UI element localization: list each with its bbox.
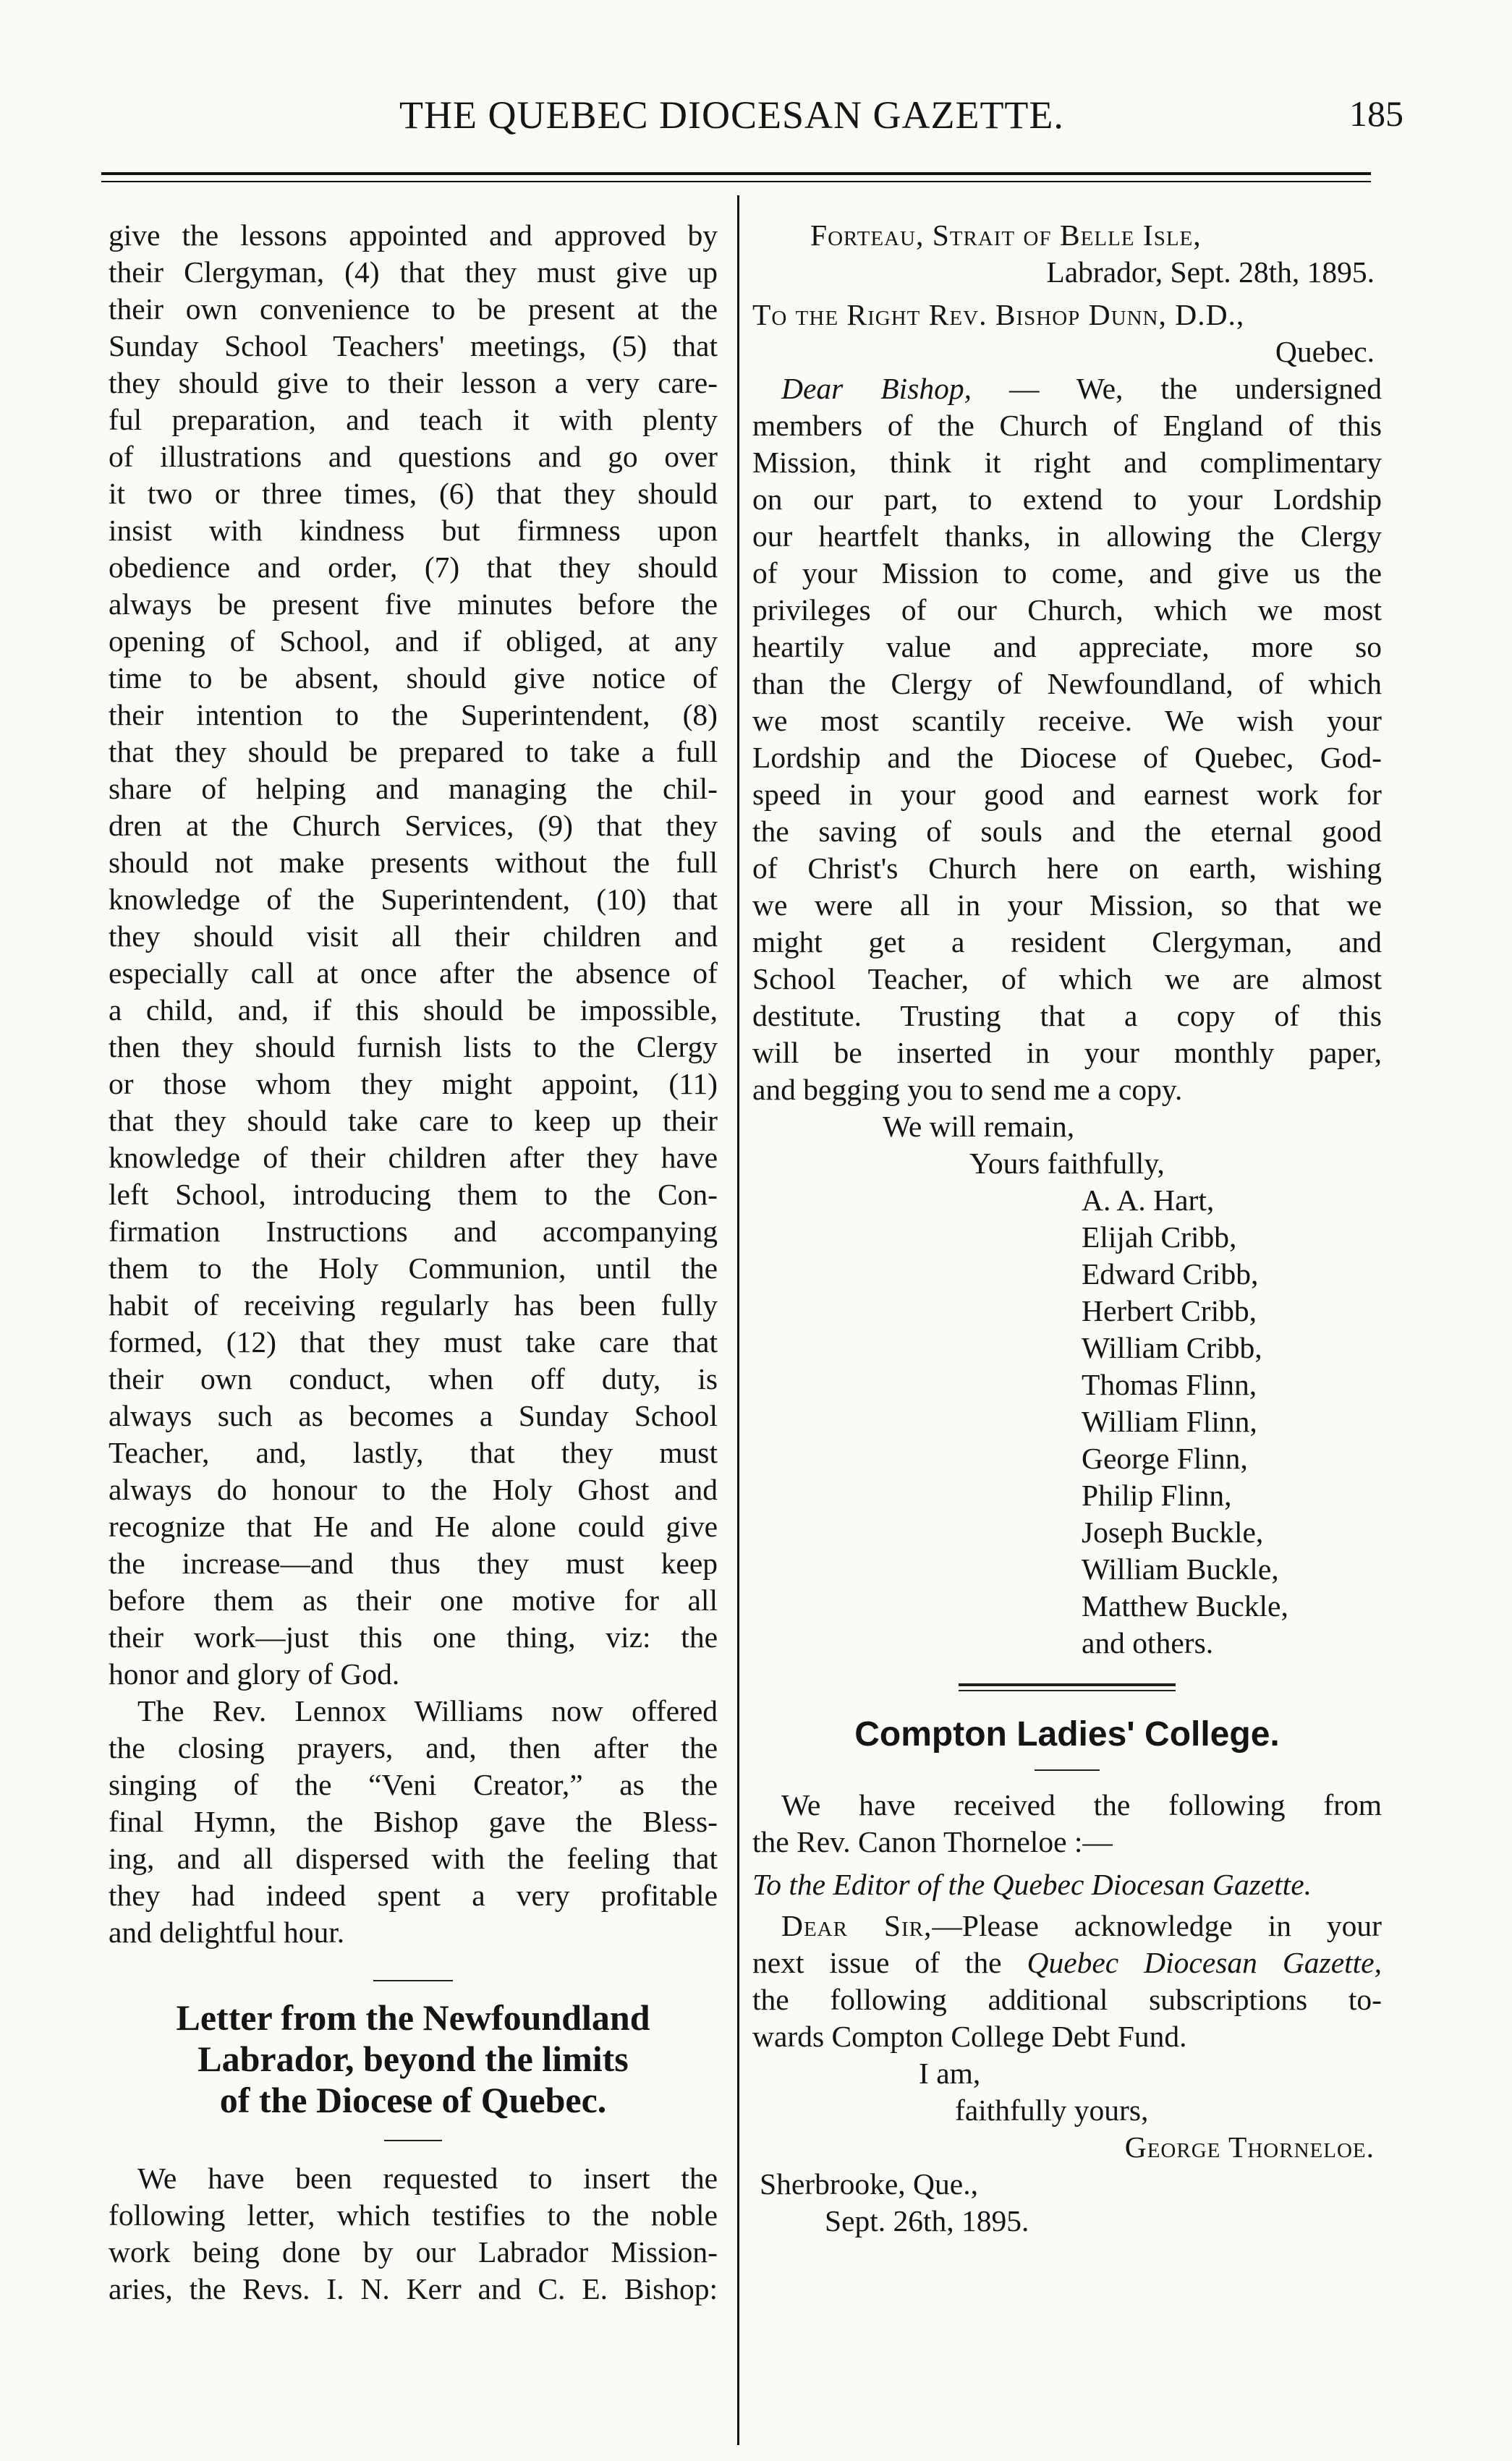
text-line: their work—just this one thing, viz: the <box>109 1620 718 1654</box>
letter-place: Forteau, Strait of Belle Isle, <box>810 218 1202 252</box>
text-line: Teacher, and, lastly, that they must <box>109 1436 718 1469</box>
text-line: privileges of our Church, which we most <box>752 593 1382 626</box>
text-line: of your Mission to come, and give us the <box>752 556 1382 590</box>
text-line: the saving of souls and the eternal good <box>752 815 1382 848</box>
signatory: A. A. Hart, <box>1082 1183 1215 1217</box>
text-line: that they should take care to keep up their <box>109 1104 718 1137</box>
sign-date: Sept. 26th, 1895. <box>825 2204 1029 2237</box>
signatory: William Flinn, <box>1082 1405 1257 1438</box>
paragraph-last-line: the Rev. Canon Thorneloe :— <box>752 1825 1113 1858</box>
heading-divider <box>1035 1769 1100 1771</box>
signatory: William Cribb, <box>1082 1331 1262 1364</box>
letter-heading-line: Letter from the Newfoundland <box>176 1997 650 2038</box>
text-line: might get a resident Clergyman, and <box>752 925 1382 959</box>
text-line: opening of School, and if obliged, at any <box>109 624 718 658</box>
text-line: they should visit all their children and <box>109 919 718 953</box>
text-line: School Teacher, of which we are almost <box>752 962 1382 995</box>
signatory: Thomas Flinn, <box>1082 1368 1257 1401</box>
text-line: recognize that He and He alone could give <box>109 1510 718 1543</box>
signatory: Matthew Buckle, <box>1082 1589 1288 1623</box>
teachers-duties-paragraph <box>109 217 718 1656</box>
text-line: We have been requested to insert the <box>137 2162 718 2195</box>
heading-divider <box>384 2140 442 2141</box>
text-line <box>752 1908 1382 1944</box>
text-line: knowledge of the Superintendent, (10) that <box>109 883 718 916</box>
text-line: obedience and order, (7) that they should <box>109 551 718 584</box>
salutation-continuation: — We, the undersigned <box>971 372 1382 405</box>
text-line: The Rev. Lennox Williams now offered <box>137 1694 718 1727</box>
signatory: and others. <box>1082 1626 1214 1659</box>
text-line: or those whom they might appoint, (11) <box>109 1067 718 1100</box>
text-line: on our part, to extend to your Lordship <box>752 483 1382 516</box>
text-line: always be present five minutes before the <box>109 587 718 621</box>
compton-heading: Compton Ladies' College. <box>854 1715 1280 1754</box>
text-line: of Christ's Church here on earth, wishing <box>752 851 1382 885</box>
text-line: give the lessons appointed and approved by <box>109 218 718 252</box>
text-line: of illustrations and questions and go over <box>109 440 718 473</box>
text-line: they should give to their lesson a very care- <box>109 366 718 399</box>
signatory: Edward Cribb, <box>1082 1257 1259 1291</box>
closing-line: I am, <box>919 2057 981 2090</box>
text-line: singing of the “Veni Creator,” as the <box>109 1768 718 1801</box>
text-line: heartily value and appreciate, more so <box>752 630 1382 663</box>
text-line: always do honour to the Holy Ghost and <box>109 1473 718 1506</box>
dear-sir-rest: —Please acknowledge in your <box>932 1909 1382 1942</box>
text-line: than the Clergy of Newfoundland, of which <box>752 667 1382 700</box>
labrador-letter-body <box>752 370 1382 1071</box>
signer-name: George Thorneloe. <box>1124 2130 1375 2164</box>
text-line: them to the Holy Communion, until the <box>109 1251 718 1285</box>
gazette-name: Quebec Diocesan Gazette, <box>1027 1946 1382 1979</box>
text-line: insist with kindness but firmness upon <box>109 514 718 547</box>
section-divider <box>752 1683 1382 1691</box>
text-line: before them as their one motive for all <box>109 1584 718 1617</box>
letter-place-date: Labrador, Sept. 28th, 1895. <box>1046 255 1375 289</box>
text-line: our heartfelt thanks, in allowing the Clergy <box>752 519 1382 553</box>
text-line: Lordship and the Diocese of Quebec, God- <box>752 741 1382 774</box>
closing-line: We will remain, <box>883 1110 1075 1143</box>
closing-prayers-paragraph <box>109 1693 718 1914</box>
text-line: ful preparation, and teach it with plenty <box>109 403 718 436</box>
paragraph-last-line: wards Compton College Debt Fund. <box>752 2020 1187 2053</box>
text-line: aries, the Revs. I. N. Kerr and C. E. Bishop: <box>109 2272 718 2305</box>
text-line: left School, introducing them to the Con- <box>109 1178 718 1211</box>
text-line: following letter, which testifies to the noble <box>109 2198 718 2232</box>
letter-addressee: To the Right Rev. Bishop Dunn, D.D., <box>752 298 1245 331</box>
text-line: work being done by our Labrador Mission- <box>109 2235 718 2269</box>
letter-intro-paragraph <box>109 2160 718 2308</box>
letter-heading-line: of the Diocese of Quebec. <box>219 2080 607 2120</box>
closing-line: Yours faithfully, <box>969 1147 1165 1180</box>
text-line <box>752 370 1382 407</box>
page-header <box>101 93 1403 143</box>
text-line: formed, (12) that they must take care that <box>109 1325 718 1359</box>
text-line: we most scantily receive. We wish your <box>752 704 1382 737</box>
text-line: members of the Church of England of this <box>752 409 1382 442</box>
text-line: it two or three times, (6) that they should <box>109 477 718 510</box>
text-line: will be inserted in your monthly paper, <box>752 1036 1382 1069</box>
text-line: their own convenience to be present at the <box>109 292 718 326</box>
text-line: always such as becomes a Sunday School <box>109 1399 718 1432</box>
text-line: time to be absent, should give notice of <box>109 661 718 694</box>
text-line: a child, and, if this should be impossible, <box>109 993 718 1027</box>
section-divider <box>373 1980 453 1981</box>
text-line: their intention to the Superintendent, (8) <box>109 698 718 731</box>
text-line <box>752 1944 1382 1981</box>
text-line: firmation Instructions and accompanying <box>109 1215 718 1248</box>
sign-place: Sherbrooke, Que., <box>760 2167 978 2201</box>
text-line: the increase—and thus they must keep <box>109 1547 718 1580</box>
text-line: knowledge of their children after they have <box>109 1141 718 1174</box>
letter-heading-line: Labrador, beyond the limits <box>198 2039 629 2079</box>
paragraph-last-line: and begging you to send me a copy. <box>752 1073 1183 1106</box>
signatory: William Buckle, <box>1082 1552 1279 1586</box>
signatories-list <box>752 1182 1382 1662</box>
text-line: the following additional subscriptions to- <box>752 1983 1382 2016</box>
closing-line: faithfully yours, <box>955 2094 1149 2127</box>
letter-addressee-city: Quebec. <box>1275 335 1375 368</box>
letter-heading <box>109 1997 718 2121</box>
text-line: they had indeed spent a very profitable <box>109 1879 718 1912</box>
text-line: then they should furnish lists to the Clergy <box>109 1030 718 1063</box>
header-rule-thick <box>101 172 1371 175</box>
column-divider <box>737 195 739 2445</box>
text-line: ing, and all dispersed with the feeling that <box>109 1842 718 1875</box>
compton-to-editor: To the Editor of the Quebec Diocesan Gazette. <box>752 1868 1312 1901</box>
compton-letter-body <box>752 1908 1382 2018</box>
text-line: that they should be prepared to take a full <box>109 735 718 768</box>
gazette-pre: next issue of the <box>752 1946 1027 1979</box>
text-line: we were all in your Mission, so that we <box>752 888 1382 922</box>
left-column <box>109 217 718 2308</box>
text-line: especially call at once after the absence of <box>109 956 718 990</box>
running-title: THE QUEBEC DIOCESAN GAZETTE. <box>399 93 1064 137</box>
header-rule-thin <box>101 181 1371 182</box>
text-line: should not make presents without the full <box>109 846 718 879</box>
text-line: share of helping and managing the chil- <box>109 772 718 805</box>
compton-intro <box>752 1787 1382 1824</box>
text-line: dren at the Church Services, (9) that they <box>109 809 718 842</box>
signatory: Philip Flinn, <box>1082 1479 1232 1512</box>
text-line: speed in your good and earnest work for <box>752 778 1382 811</box>
text-line: We have received the following from <box>781 1788 1382 1822</box>
signatory: Elijah Cribb, <box>1082 1220 1237 1254</box>
salutation: Dear Bishop, <box>781 372 972 405</box>
right-column <box>752 217 1382 2240</box>
paragraph-last-line: and delightful hour. <box>109 1916 345 1949</box>
text-line: habit of receiving regularly has been fully <box>109 1288 718 1322</box>
text-line: their own conduct, when off duty, is <box>109 1362 718 1395</box>
divider-thick <box>959 1683 1176 1686</box>
signatory: George Flinn, <box>1082 1442 1248 1475</box>
divider-thin <box>959 1690 1176 1691</box>
text-line: final Hymn, the Bishop gave the Bless- <box>109 1805 718 1838</box>
text-line: Mission, think it right and complimentary <box>752 446 1382 479</box>
signatory: Joseph Buckle, <box>1082 1516 1264 1549</box>
text-line: the closing prayers, and, then after the <box>109 1731 718 1764</box>
page-number: 185 <box>1349 93 1403 134</box>
text-line: their Clergyman, (4) that they must give up <box>109 255 718 289</box>
paragraph-last-line: honor and glory of God. <box>109 1657 400 1691</box>
dear-sir: Dear Sir, <box>781 1909 933 1942</box>
text-line: Sunday School Teachers' meetings, (5) that <box>109 329 718 362</box>
signatory: Herbert Cribb, <box>1082 1294 1257 1327</box>
text-line: destitute. Trusting that a copy of this <box>752 999 1382 1032</box>
